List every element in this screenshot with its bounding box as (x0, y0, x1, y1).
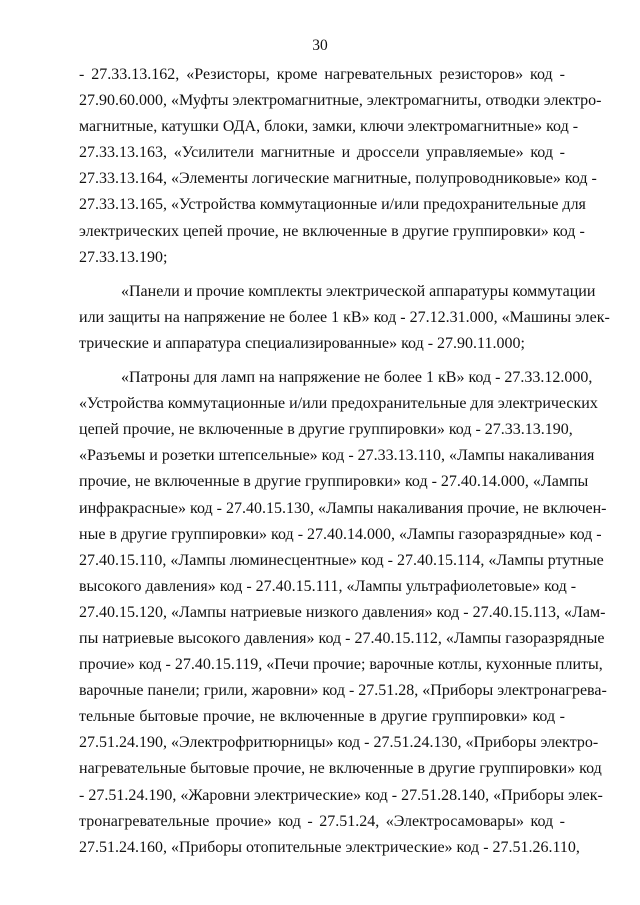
page-number: 30 (312, 37, 328, 54)
text-line: - 27.51.24.190, «Жаровни электрические» код - 27.51.28.140, «Приборы элек- (79, 786, 603, 804)
text-line: - 27.33.13.162, «Резисторы, кроме нагревательных резисторов» код - (79, 66, 565, 83)
paragraph-lamp-holders (79, 365, 607, 861)
text-line: нагревательные бытовые прочие, не включенные в другие группировки» код (79, 760, 602, 778)
text-line: пы натриевые высокого давления» код - 27.40.15.112, «Лампы газоразрядные (79, 629, 605, 647)
text-line: 27.33.13.190; (79, 248, 168, 266)
paragraph-panels (79, 279, 610, 357)
text-line: прочие» код - 27.40.15.119, «Печи прочие; варочные котлы, кухонные плиты, (79, 656, 603, 674)
text-line: тронагревательные прочие» код - 27.51.24, «Электросамовары» код - (79, 812, 565, 830)
text-line: прочие, не включенные в другие группировки» код - 27.40.14.000, «Лампы (79, 473, 589, 491)
text-line: ные в другие группировки» код - 27.40.14.000, «Лампы газоразрядные» код - (79, 525, 602, 543)
text-line: 27.33.13.165, «Устройства коммутационные и/или предохранительные для (79, 196, 586, 214)
text-line: 27.51.24.160, «Приборы отопительные электрические» код - 27.51.26.110, (79, 838, 580, 856)
text-line: «Патроны для ламп на напряжение не более 1 кВ» код - 27.33.12.000, (121, 369, 593, 387)
text-line: 27.40.15.120, «Лампы натриевые низкого давления» код - 27.40.15.113, «Лам- (79, 603, 606, 621)
text-line: инфракрасные» код - 27.40.15.130, «Лампы накаливания прочие, не включен- (79, 499, 607, 517)
text-line: 27.33.13.164, «Элементы логические магнитные, полупроводниковые» код - (79, 170, 597, 188)
text-line: магнитные, катушки ОДА, блоки, замки, ключи электромагнитные» код - (79, 118, 579, 136)
text-line: трические и аппаратура специализированные» код - 27.90.11.000; (79, 334, 525, 352)
text-line: «Разъемы и розетки штепсельные» код - 27.33.13.110, «Лампы накаливания (79, 447, 595, 465)
text-line: 27.90.60.000, «Муфты электромагнитные, электромагниты, отводки электро- (79, 92, 602, 110)
document-body (79, 62, 610, 861)
text-line: электрических цепей прочие, не включенные в другие группировки» код - (79, 222, 585, 240)
text-line: 27.33.13.163, «Усилители магнитные и дроссели управляемые» код - (79, 144, 565, 162)
text-line: 27.51.24.190, «Электрофритюрницы» код - 27.51.24.130, «Приборы электро- (79, 734, 599, 752)
text-line: высокого давления» код - 27.40.15.111, «Лампы ультрафиолетовые» код - (79, 577, 577, 595)
text-line: цепей прочие, не включенные в другие группировки» код - 27.33.13.190, (79, 421, 573, 439)
text-line: или защиты на напряжение не более 1 кВ» код - 27.12.31.000, «Машины элек- (79, 308, 610, 326)
text-line: «Панели и прочие комплекты электрической аппаратуры коммутации (121, 282, 596, 300)
paragraph-codes-list-continued (79, 62, 602, 271)
text-line: варочные панели; грили, жаровни» код - 27.51.28, «Приборы электронагрева- (79, 682, 607, 700)
text-line: «Устройства коммутационные и/или предохранительные для электрических (79, 395, 598, 413)
text-line: тельные бытовые прочие, не включенные в другие группировки» код - (79, 708, 565, 726)
text-line: 27.40.15.110, «Лампы люминесцентные» код - 27.40.15.114, «Лампы ртутные (79, 551, 604, 569)
